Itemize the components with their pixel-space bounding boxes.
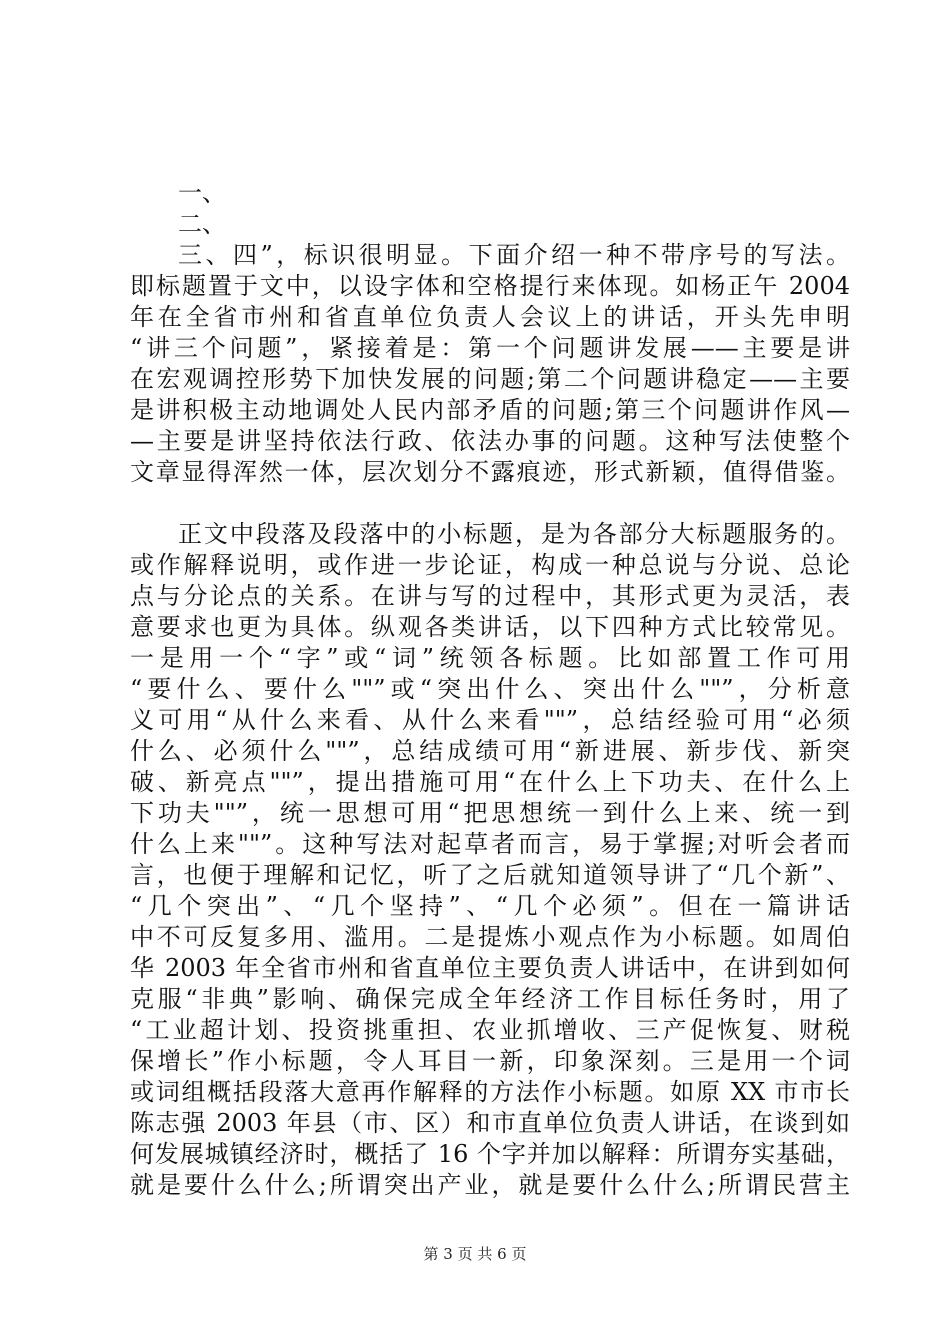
text-line: 华 2003 年全省市州和省直单位主要负责人讲话中，在讲到如何 xyxy=(130,954,850,982)
text-line: 言，也便于理解和记忆，听了之后就知道领导讲了“几个新”、 xyxy=(130,861,850,889)
text-line: 保增长”作小标题，令人耳目一新，印象深刻。三是用一个词 xyxy=(130,1047,850,1075)
text-line: 中不可反复多用、滥用。二是提炼小观点作为小标题。如周伯 xyxy=(130,923,850,951)
text-line: 意要求也更为具体。纵观各类讲话，以下四种方式比较常见。 xyxy=(130,613,850,641)
text-line: 即标题置于文中，以设字体和空格提行来体现。如杨正午 2004 xyxy=(130,272,850,300)
text-line: 什么上来""”。这种写法对起草者而言，易于掌握;对听会者而 xyxy=(130,830,850,858)
text-line: 在宏观调控形势下加快发展的问题;第二个问题讲稳定——主要 xyxy=(130,365,850,393)
page-number-footer: 第 3 页 共 6 页 xyxy=(423,1245,527,1263)
text-line: 三、四”，标识很明显。下面介绍一种不带序号的写法。 xyxy=(178,241,850,269)
text-line: 一是用一个“字”或“词”统领各标题。比如部置工作可用 xyxy=(130,644,850,672)
text-line: 年在全省市州和省直单位负责人会议上的讲话，开头先申明 xyxy=(130,303,850,331)
text-line: 下功夫""”，统一思想可用“把思想统一到什么上来、统一到 xyxy=(130,799,850,827)
text-line: “讲三个问题”，紧接着是：第一个问题讲发展——主要是讲 xyxy=(130,334,850,362)
text-line: 什么、必须什么""”，总结成绩可用“新进展、新步伐、新突 xyxy=(130,737,850,765)
text-line: “工业超计划、投资挑重担、农业抓增收、三产促恢复、财税 xyxy=(130,1016,850,1044)
text-line: 或作解释说明，或作进一步论证，构成一种总说与分说、总论 xyxy=(130,551,850,579)
text-line: 正文中段落及段落中的小标题，是为各部分大标题服务的。 xyxy=(178,520,850,548)
text-line: 是讲积极主动地调处人民内部矛盾的问题;第三个问题讲作风— xyxy=(130,396,850,424)
text-line: 二、 xyxy=(178,210,226,238)
text-line: 一、 xyxy=(178,179,226,207)
text-line: —主要是讲坚持依法行政、依法办事的问题。这种写法使整个 xyxy=(130,427,850,455)
text-line: 破、新亮点""”，提出措施可用“在什么上下功夫、在什么上 xyxy=(130,768,850,796)
text-line: 文章显得浑然一体，层次划分不露痕迹，形式新颖，值得借鉴。 xyxy=(130,458,850,486)
text-line: 义可用“从什么来看、从什么来看""”，总结经验可用“必须 xyxy=(130,706,850,734)
text-line: 或词组概括段落大意再作解释的方法作小标题。如原 XX 市市长 xyxy=(130,1078,850,1106)
text-line: “几个突出”、“几个坚持”、“几个必须”。但在一篇讲话 xyxy=(130,892,850,920)
text-line: 陈志强 2003 年县（市、区）和市直单位负责人讲话，在谈到如 xyxy=(130,1109,850,1137)
text-line: 点与分论点的关系。在讲与写的过程中，其形式更为灵活，表 xyxy=(130,582,850,610)
text-line: 克服“非典”影响、确保完成全年经济工作目标任务时，用了 xyxy=(130,985,850,1013)
text-line: 就是要什么什么;所谓突出产业，就是要什么什么;所谓民营主 xyxy=(130,1171,850,1199)
text-line: “要什么、要什么""”或“突出什么、突出什么""”，分析意 xyxy=(130,675,850,703)
text-line: 何发展城镇经济时，概括了 16 个字并加以解释：所谓夯实基础， xyxy=(130,1140,850,1168)
